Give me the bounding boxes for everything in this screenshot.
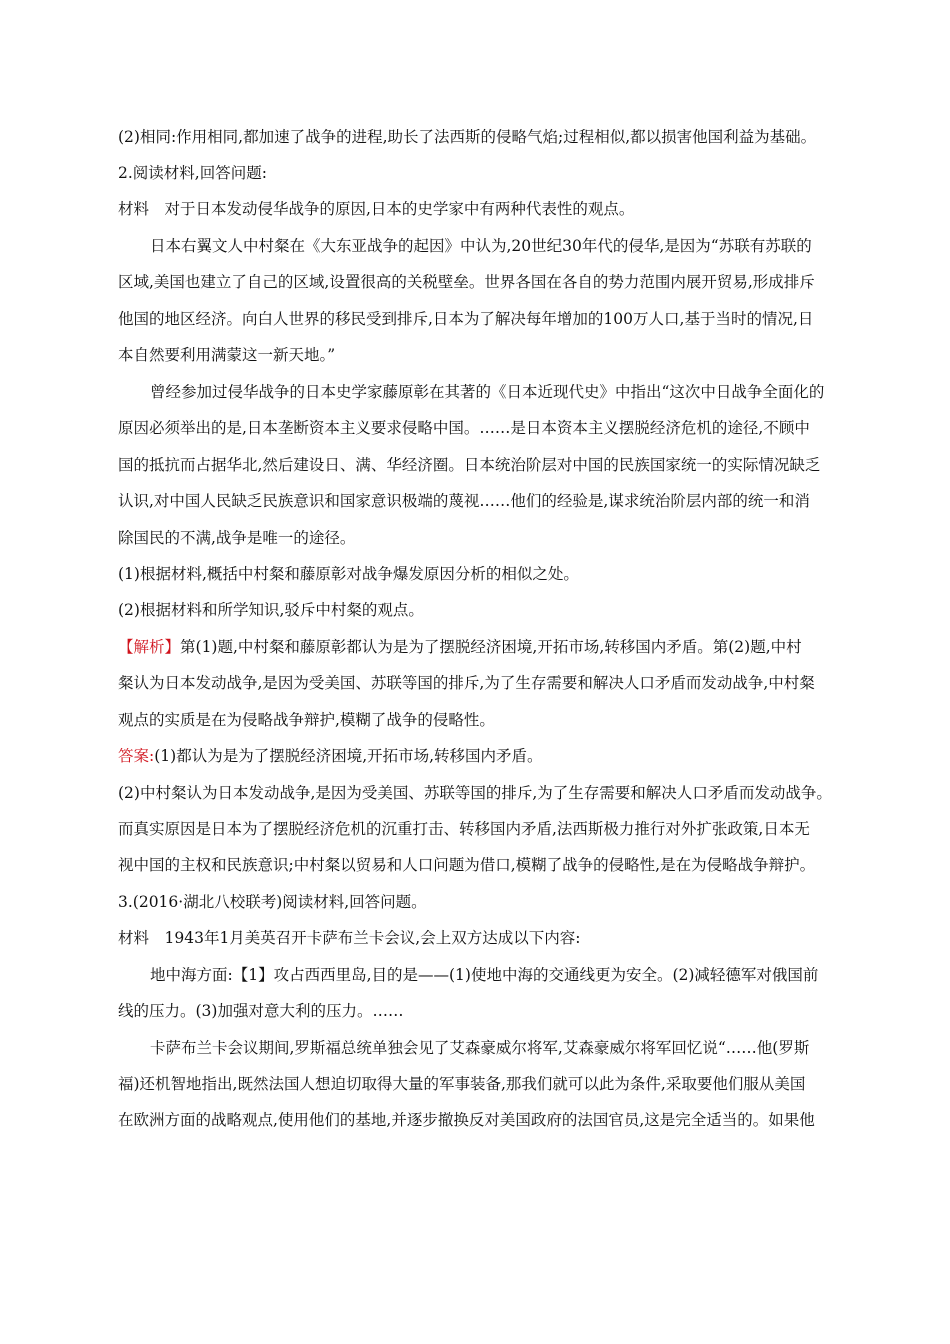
text-line: 日本右翼文人中村粲在《大东亚战争的起因》中认为,20世纪30年代的侵华,是因为“苏联有苏联的: [150, 237, 812, 255]
answer-line: [118, 746, 858, 766]
text-line: 原因必须举出的是,日本垄断资本主义要求侵略中国。……是日本资本主义摆脱经济危机的途径,不顾中: [118, 419, 810, 437]
text-line: 曾经参加过侵华战争的日本史学家藤原彰在其著的《日本近现代史》中指出“这次中日战争全面化的: [150, 383, 825, 401]
sub-question: (2)根据材料和所学知识,驳斥中村粲的观点。: [118, 601, 424, 619]
text-line: 地中海方面:【1】攻占西西里岛,目的是——(1)使地中海的交通线更为安全。(2)减轻德军对俄国前: [150, 966, 819, 984]
answer-text: (1)都认为是为了摆脱经济困境,开拓市场,转移国内矛盾。: [154, 747, 543, 765]
text-line: 本自然要利用满蒙这一新天地。”: [118, 346, 336, 364]
text-line: 线的压力。(3)加强对意大利的压力。……: [118, 1002, 404, 1020]
answer-label: 答案:: [118, 747, 155, 765]
text-line: (2)中村粲认为日本发动战争,是因为受美国、苏联等国的排斥,为了生存需要和解决人口矛盾而发动战争。: [118, 784, 832, 802]
text-line: 视中国的主权和民族意识;中村粲以贸易和人口问题为借口,模糊了战争的侵略性,是在为侵略战争辩护。: [118, 856, 816, 874]
text-line: 除国民的不满,战争是唯一的途径。: [118, 529, 356, 547]
text-line: 观点的实质是在为侵略战争辩护,模糊了战争的侵略性。: [118, 711, 495, 729]
question-heading: 3.(2016·湖北八校联考)阅读材料,回答问题。: [118, 893, 427, 911]
material-intro: 材料 对于日本发动侵华战争的原因,日本的史学家中有两种代表性的观点。: [118, 200, 635, 218]
text-line: 而真实原因是日本为了摆脱经济危机的沉重打击、转移国内矛盾,法西斯极力推行对外扩张政策,日本无: [118, 820, 810, 838]
question-heading: 2.阅读材料,回答问题:: [118, 164, 267, 182]
text-line: 区域,美国也建立了自己的区域,设置很高的关税壁垒。世界各国在各自的势力范围内展开贸易,形成排斥: [118, 273, 815, 291]
text-line: 福)还机智地指出,既然法国人想迫切取得大量的军事装备,那我们就可以此为条件,采取要他们服从美国: [118, 1075, 806, 1093]
text-line: 卡萨布兰卡会议期间,罗斯福总统单独会见了艾森豪威尔将军,艾森豪威尔将军回忆说“……他(罗斯: [150, 1039, 810, 1057]
analysis-text: 第(1)题,中村粲和藤原彰都认为是为了摆脱经济困境,开拓市场,转移国内矛盾。第(2)题,中村: [180, 638, 802, 656]
text-line: 国的抵抗而占据华北,然后建设日、满、华经济圈。日本统治阶层对中国的民族国家统一的实际情况缺乏: [118, 456, 821, 474]
analysis-label: 【解析】: [118, 638, 181, 656]
text-line: 认识,对中国人民缺乏民族意识和国家意识极端的蔑视……他们的经验是,谋求统治阶层内部的统一和消: [118, 492, 810, 510]
text-line: 在欧洲方面的战略观点,使用他们的基地,并逐步撤换反对美国政府的法国官员,这是完全适当的。如果他: [118, 1111, 815, 1129]
material-intro: 材料 1943年1月美英召开卡萨布兰卡会议,会上双方达成以下内容:: [118, 929, 581, 947]
text-line: 他国的地区经济。向白人世界的移民受到排斥,日本为了解决每年增加的100万人口,基于当时的情况,日: [118, 310, 814, 328]
text-line: (2)相同:作用相同,都加速了战争的进程,助长了法西斯的侵略气焰;过程相似,都以损害他国利益为基础。: [118, 128, 817, 146]
text-line: 粲认为日本发动战争,是因为受美国、苏联等国的排斥,为了生存需要和解决人口矛盾而发动战争,中村粲: [118, 674, 815, 692]
analysis-line: [118, 637, 858, 657]
sub-question: (1)根据材料,概括中村粲和藤原彰对战争爆发原因分析的相似之处。: [118, 565, 579, 583]
